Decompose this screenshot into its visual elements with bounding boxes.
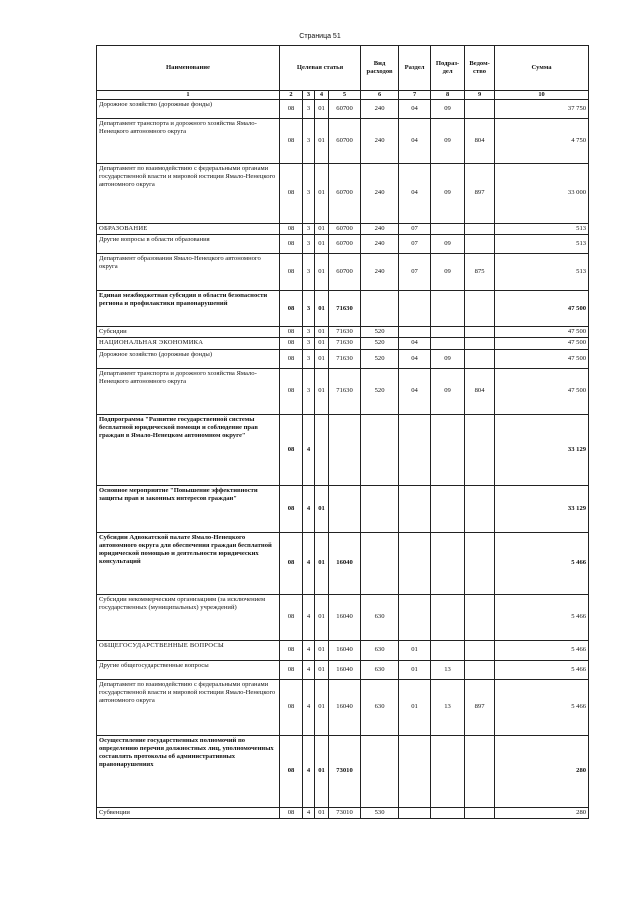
cell-program: 08 — [280, 735, 303, 807]
table-header-row — [97, 46, 589, 91]
cell-subprogram: 4 — [303, 485, 315, 532]
cell-amount: 33 129 — [495, 414, 589, 485]
cell-section: 04 — [399, 164, 431, 224]
cell-activity: 01 — [315, 254, 329, 291]
cell-expense-type: 520 — [361, 338, 399, 349]
cell-direction: 16040 — [329, 594, 361, 640]
cell-direction: 71630 — [329, 368, 361, 414]
table-row — [97, 594, 589, 640]
cell-program: 08 — [280, 414, 303, 485]
cell-activity: 01 — [315, 640, 329, 660]
row-name: Субсидии некоммерческим организациям (за исключением государственных (муниципальных) учреждений) — [97, 594, 280, 640]
cell-section — [399, 291, 431, 327]
cell-section — [399, 327, 431, 338]
cell-subprogram: 4 — [303, 807, 315, 818]
cell-direction: 60700 — [329, 235, 361, 254]
cell-amount: 47 500 — [495, 291, 589, 327]
row-name: Субсидии — [97, 327, 280, 338]
row-name: Субвенции — [97, 807, 280, 818]
cell-direction — [329, 414, 361, 485]
cell-activity: 01 — [315, 119, 329, 164]
table-row — [97, 164, 589, 224]
cell-program: 08 — [280, 291, 303, 327]
cell-subprogram: 3 — [303, 100, 315, 119]
cell-subsection — [431, 291, 465, 327]
cell-section: 04 — [399, 368, 431, 414]
cell-section — [399, 532, 431, 594]
col-number: 4 — [315, 91, 329, 100]
cell-activity: 01 — [315, 235, 329, 254]
cell-subprogram: 3 — [303, 164, 315, 224]
cell-amount: 47 500 — [495, 349, 589, 368]
col-header-expense-type: Вид расходов — [361, 46, 399, 91]
cell-direction: 60700 — [329, 224, 361, 235]
cell-activity: 01 — [315, 100, 329, 119]
col-number: 5 — [329, 91, 361, 100]
cell-amount: 4 750 — [495, 119, 589, 164]
cell-direction: 71630 — [329, 327, 361, 338]
cell-activity: 01 — [315, 349, 329, 368]
cell-program: 08 — [280, 349, 303, 368]
cell-subsection: 13 — [431, 679, 465, 735]
col-number: 3 — [303, 91, 315, 100]
cell-program: 08 — [280, 807, 303, 818]
cell-department: 804 — [465, 368, 495, 414]
cell-program: 08 — [280, 100, 303, 119]
cell-section: 04 — [399, 119, 431, 164]
cell-direction: 71630 — [329, 291, 361, 327]
cell-amount: 5 466 — [495, 532, 589, 594]
cell-direction: 71630 — [329, 338, 361, 349]
col-header-section: Раздел — [399, 46, 431, 91]
cell-subsection: 09 — [431, 100, 465, 119]
cell-subsection: 09 — [431, 235, 465, 254]
cell-expense-type: 630 — [361, 640, 399, 660]
cell-direction: 73010 — [329, 807, 361, 818]
row-name: Дорожное хозяйство (дорожные фонды) — [97, 100, 280, 119]
cell-subsection — [431, 327, 465, 338]
cell-program: 08 — [280, 679, 303, 735]
cell-program: 08 — [280, 485, 303, 532]
cell-amount: 47 500 — [495, 338, 589, 349]
cell-section — [399, 807, 431, 818]
cell-direction — [329, 485, 361, 532]
cell-activity: 01 — [315, 291, 329, 327]
cell-program: 08 — [280, 327, 303, 338]
cell-direction: 60700 — [329, 164, 361, 224]
col-number: 10 — [495, 91, 589, 100]
cell-subsection: 09 — [431, 368, 465, 414]
cell-amount: 5 466 — [495, 640, 589, 660]
row-name: Осуществление государственных полномочий по определению перечня должностных лиц, уполномоченных составлять протоколы об административных правонарушениях — [97, 735, 280, 807]
cell-expense-type — [361, 532, 399, 594]
cell-program: 08 — [280, 254, 303, 291]
cell-department — [465, 807, 495, 818]
cell-subsection: 09 — [431, 349, 465, 368]
cell-subprogram: 3 — [303, 327, 315, 338]
cell-subprogram: 3 — [303, 291, 315, 327]
cell-section: 07 — [399, 235, 431, 254]
cell-activity: 01 — [315, 735, 329, 807]
cell-section: 01 — [399, 640, 431, 660]
cell-subsection: 13 — [431, 660, 465, 679]
cell-subprogram: 3 — [303, 119, 315, 164]
cell-expense-type — [361, 735, 399, 807]
row-name: Основное мероприятие "Повышение эффективности защиты прав и законных интересов граждан" — [97, 485, 280, 532]
col-number: 9 — [465, 91, 495, 100]
cell-subprogram: 3 — [303, 338, 315, 349]
cell-program: 08 — [280, 224, 303, 235]
table-row — [97, 224, 589, 235]
cell-subprogram: 4 — [303, 532, 315, 594]
cell-expense-type: 630 — [361, 660, 399, 679]
cell-activity: 01 — [315, 338, 329, 349]
cell-subsection — [431, 735, 465, 807]
row-name: Подпрограмма "Развитие государственной системы бесплатной юридической помощи и соблюдение прав граждан в Ямало-Ненецком автономном округе" — [97, 414, 280, 485]
row-name: Единая межбюджетная субсидия в области безопасности региона и профилактики правонарушений — [97, 291, 280, 327]
cell-activity: 01 — [315, 485, 329, 532]
cell-section — [399, 414, 431, 485]
cell-subsection — [431, 485, 465, 532]
cell-subsection — [431, 532, 465, 594]
col-header-department: Ведом-ство — [465, 46, 495, 91]
cell-subprogram: 4 — [303, 414, 315, 485]
col-header-subsection: Подраз-дел — [431, 46, 465, 91]
cell-program: 08 — [280, 640, 303, 660]
cell-activity: 01 — [315, 807, 329, 818]
cell-activity: 01 — [315, 164, 329, 224]
cell-program: 08 — [280, 594, 303, 640]
cell-direction: 73010 — [329, 735, 361, 807]
cell-activity: 01 — [315, 532, 329, 594]
cell-section — [399, 594, 431, 640]
row-name: НАЦИОНАЛЬНАЯ ЭКОНОМИКА — [97, 338, 280, 349]
cell-direction: 16040 — [329, 660, 361, 679]
cell-section — [399, 485, 431, 532]
cell-expense-type — [361, 291, 399, 327]
row-name: Другие вопросы в области образования — [97, 235, 280, 254]
table-row — [97, 100, 589, 119]
cell-department — [465, 338, 495, 349]
cell-activity: 01 — [315, 224, 329, 235]
row-name: Департамент транспорта и дорожного хозяйства Ямало-Ненецкого автономного округа — [97, 119, 280, 164]
cell-activity: 01 — [315, 679, 329, 735]
cell-department — [465, 349, 495, 368]
col-number: 6 — [361, 91, 399, 100]
table-row — [97, 119, 589, 164]
cell-amount: 513 — [495, 254, 589, 291]
cell-amount: 513 — [495, 235, 589, 254]
cell-amount: 37 750 — [495, 100, 589, 119]
cell-expense-type: 240 — [361, 235, 399, 254]
cell-expense-type: 630 — [361, 594, 399, 640]
cell-subprogram: 4 — [303, 679, 315, 735]
table-row — [97, 235, 589, 254]
cell-program: 08 — [280, 532, 303, 594]
cell-subsection: 09 — [431, 119, 465, 164]
cell-amount: 33 129 — [495, 485, 589, 532]
cell-section: 04 — [399, 349, 431, 368]
cell-subprogram: 3 — [303, 224, 315, 235]
col-number: 7 — [399, 91, 431, 100]
table-row — [97, 291, 589, 327]
cell-amount: 5 466 — [495, 660, 589, 679]
cell-direction: 60700 — [329, 254, 361, 291]
column-number-row — [97, 91, 589, 100]
table-row — [97, 349, 589, 368]
cell-subsection — [431, 594, 465, 640]
cell-section: 04 — [399, 338, 431, 349]
row-name: Департамент образования Ямало-Ненецкого автономного округа — [97, 254, 280, 291]
cell-department — [465, 640, 495, 660]
cell-amount: 47 500 — [495, 368, 589, 414]
cell-subprogram: 4 — [303, 735, 315, 807]
cell-department — [465, 414, 495, 485]
cell-department: 897 — [465, 164, 495, 224]
cell-activity: 01 — [315, 368, 329, 414]
cell-amount: 47 500 — [495, 327, 589, 338]
cell-subsection — [431, 414, 465, 485]
cell-direction: 16040 — [329, 679, 361, 735]
cell-department: 804 — [465, 119, 495, 164]
cell-direction: 71630 — [329, 349, 361, 368]
cell-section: 07 — [399, 254, 431, 291]
cell-expense-type: 520 — [361, 368, 399, 414]
cell-subprogram: 3 — [303, 349, 315, 368]
cell-expense-type: 520 — [361, 327, 399, 338]
table-row — [97, 640, 589, 660]
table-row — [97, 679, 589, 735]
cell-subsection — [431, 224, 465, 235]
cell-expense-type: 520 — [361, 349, 399, 368]
cell-subprogram: 3 — [303, 254, 315, 291]
cell-expense-type — [361, 485, 399, 532]
row-name: Дорожное хозяйство (дорожные фонды) — [97, 349, 280, 368]
cell-program: 08 — [280, 235, 303, 254]
cell-expense-type: 240 — [361, 224, 399, 235]
table-row — [97, 485, 589, 532]
cell-program: 08 — [280, 660, 303, 679]
cell-amount: 33 000 — [495, 164, 589, 224]
cell-direction: 60700 — [329, 100, 361, 119]
table-row — [97, 735, 589, 807]
col-header-target: Целевая статья — [280, 46, 361, 91]
cell-department — [465, 594, 495, 640]
table-row — [97, 532, 589, 594]
cell-subsection — [431, 807, 465, 818]
cell-subprogram: 4 — [303, 594, 315, 640]
cell-program: 08 — [280, 338, 303, 349]
cell-section: 04 — [399, 100, 431, 119]
cell-activity: 01 — [315, 327, 329, 338]
table-row — [97, 368, 589, 414]
cell-activity — [315, 414, 329, 485]
cell-section: 01 — [399, 660, 431, 679]
cell-department — [465, 485, 495, 532]
cell-subprogram: 3 — [303, 235, 315, 254]
cell-department — [465, 327, 495, 338]
cell-expense-type: 530 — [361, 807, 399, 818]
cell-subprogram: 4 — [303, 660, 315, 679]
row-name: Департамент транспорта и дорожного хозяйства Ямало-Ненецкого автономного округа — [97, 368, 280, 414]
cell-subsection: 09 — [431, 254, 465, 291]
col-number: 2 — [280, 91, 303, 100]
cell-department — [465, 735, 495, 807]
table-row — [97, 338, 589, 349]
cell-expense-type: 630 — [361, 679, 399, 735]
cell-expense-type: 240 — [361, 254, 399, 291]
col-header-name: Наименование — [97, 46, 280, 91]
cell-section — [399, 735, 431, 807]
table-row — [97, 327, 589, 338]
cell-amount: 280 — [495, 735, 589, 807]
page-label: Страница 51 — [299, 33, 341, 40]
cell-department: 875 — [465, 254, 495, 291]
row-name: Департамент по взаимодействию с федеральными органами государственной власти и мировой юстиции Ямало-Ненецкого автономного округа — [97, 679, 280, 735]
cell-activity: 01 — [315, 660, 329, 679]
table-row — [97, 254, 589, 291]
cell-program: 08 — [280, 119, 303, 164]
cell-section: 01 — [399, 679, 431, 735]
cell-department — [465, 660, 495, 679]
row-name: ОБРАЗОВАНИЕ — [97, 224, 280, 235]
cell-direction: 16040 — [329, 640, 361, 660]
cell-department — [465, 100, 495, 119]
table-row — [97, 807, 589, 818]
cell-expense-type: 240 — [361, 164, 399, 224]
cell-amount: 280 — [495, 807, 589, 818]
cell-subsection: 09 — [431, 164, 465, 224]
cell-expense-type: 240 — [361, 100, 399, 119]
cell-section: 07 — [399, 224, 431, 235]
cell-expense-type — [361, 414, 399, 485]
cell-department: 897 — [465, 679, 495, 735]
cell-subprogram: 4 — [303, 640, 315, 660]
table-row — [97, 660, 589, 679]
col-number: 1 — [97, 91, 280, 100]
row-name: Субсидии Адвокатской палате Ямало-Ненецкого автономного округа для обеспечения граждан бесплатной юридической помощью и деятельности юридических консультаций — [97, 532, 280, 594]
cell-direction: 16040 — [329, 532, 361, 594]
cell-department — [465, 532, 495, 594]
cell-activity: 01 — [315, 594, 329, 640]
row-name: Другие общегосударственные вопросы — [97, 660, 280, 679]
cell-program: 08 — [280, 164, 303, 224]
budget-table — [96, 45, 589, 819]
col-header-amount: Сумма — [495, 46, 589, 91]
cell-amount: 513 — [495, 224, 589, 235]
col-number: 8 — [431, 91, 465, 100]
cell-amount: 5 466 — [495, 594, 589, 640]
cell-amount: 5 466 — [495, 679, 589, 735]
row-name: Департамент по взаимодействию с федеральными органами государственной власти и мировой юстиции Ямало-Ненецкого автономного округа — [97, 164, 280, 224]
row-name: ОБЩЕГОСУДАРСТВЕННЫЕ ВОПРОСЫ — [97, 640, 280, 660]
cell-department — [465, 291, 495, 327]
table-row — [97, 414, 589, 485]
cell-department — [465, 224, 495, 235]
cell-direction: 60700 — [329, 119, 361, 164]
cell-subsection — [431, 640, 465, 660]
cell-program: 08 — [280, 368, 303, 414]
cell-department — [465, 235, 495, 254]
cell-subsection — [431, 338, 465, 349]
cell-subprogram: 3 — [303, 368, 315, 414]
cell-expense-type: 240 — [361, 119, 399, 164]
